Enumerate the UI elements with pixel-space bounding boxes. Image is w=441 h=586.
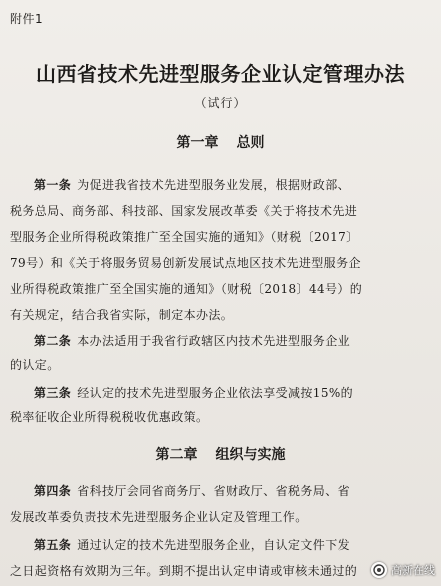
article-1-line-5: 业所得税政策推广至全国实施的通知》（财税〔2018〕44号）的 bbox=[10, 282, 363, 296]
article-2-line-1 bbox=[34, 332, 350, 349]
chapter-number: 第二章 bbox=[155, 447, 198, 463]
chapter-heading-1 bbox=[0, 132, 441, 152]
watermark bbox=[371, 562, 435, 578]
article-text: 省科技厅会同省商务厅、省财政厅、省税务局、省 bbox=[77, 484, 351, 498]
article-4-line-1 bbox=[34, 482, 350, 499]
chapter-name: 总则 bbox=[236, 135, 265, 151]
article-1-line-3: 型服务企业所得税政策推广至全国实施的通知》（财税〔2017〕 bbox=[10, 230, 359, 244]
article-2-line-2: 的认定。 bbox=[10, 358, 60, 372]
article-5-line-2: 之日起资格有效期为三年。到期不提出认定申请或审核未通过的 bbox=[10, 564, 358, 578]
chapter-name: 组织与实施 bbox=[215, 447, 286, 463]
article-text: 通过认定的技术先进型服务企业，自认定文件下发 bbox=[77, 538, 351, 552]
wechat-official-account-icon bbox=[371, 562, 387, 578]
article-1-line-6: 有关规定，结合我省实际，制定本办法。 bbox=[10, 308, 234, 322]
article-3-line-2: 税率征收企业所得税税收优惠政策。 bbox=[10, 410, 209, 424]
article-1-line-2: 税务总局、商务部、科技部、国家发展改革委《关于将技术先进 bbox=[10, 204, 358, 218]
article-4-line-2: 发展改革委负责技术先进型服务企业认定及管理工作。 bbox=[10, 510, 308, 524]
attachment-label: 附件1 bbox=[10, 12, 44, 26]
article-label: 第四条 bbox=[34, 484, 72, 498]
article-5-line-1 bbox=[34, 536, 350, 553]
article-label: 第二条 bbox=[34, 334, 72, 348]
article-1-line-1 bbox=[34, 176, 350, 193]
article-text: 经认定的技术先进型服务企业依法享受减按15%的 bbox=[77, 386, 354, 400]
document-subtitle: （试行） bbox=[194, 96, 247, 110]
document-title: 山西省技术先进型服务企业认定管理办法 bbox=[36, 62, 405, 86]
article-label: 第一条 bbox=[34, 178, 72, 192]
article-text: 为促进我省技术先进型服务业发展，根据财政部、 bbox=[77, 178, 351, 192]
article-label: 第五条 bbox=[34, 538, 72, 552]
watermark-text: 高新在线 bbox=[391, 564, 435, 577]
article-3-line-1 bbox=[34, 384, 353, 401]
chapter-number: 第一章 bbox=[176, 135, 219, 151]
chapter-heading-2 bbox=[0, 444, 441, 464]
article-text: 本办法适用于我省行政辖区内技术先进型服务企业 bbox=[77, 334, 351, 348]
article-1-line-4: 79号）和《关于将服务贸易创新发展试点地区技术先进型服务企 bbox=[10, 256, 361, 270]
article-label: 第三条 bbox=[34, 386, 72, 400]
